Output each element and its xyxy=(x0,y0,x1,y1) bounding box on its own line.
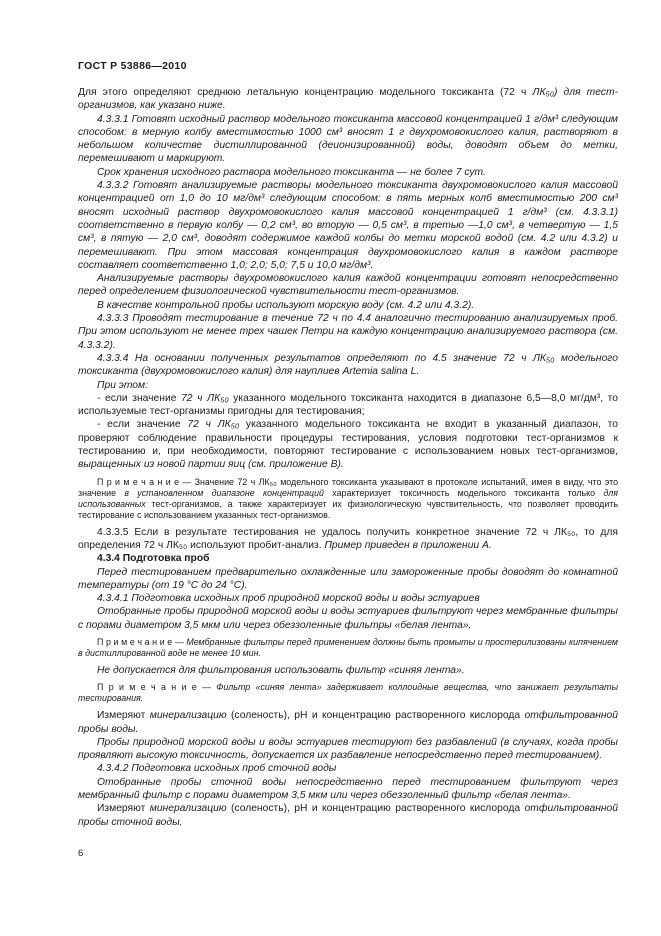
intro-paragraph: Для этого определяют среднюю летальную концентрацию модельного токсиканта (72 ч ЛК₅₀) для тест-организмов, как указано ниже. xyxy=(78,87,618,112)
clause-4-3-4-1: 4.3.4.1 Подготовка исходных проб природной морской воды и воды эстуариев xyxy=(97,593,480,605)
bullet-out-of-range: - если значение 72 ч ЛК₅₀ указанного модельного токсиканта не входит в указанный диапазон, то проверяют соблюдение правильности процедуры тестирования, условия подготовки тест-организмов к тестированию и, при необходимости, повторяют тестирование с использованием новых тест-организмов, выращенных из новой партии яиц (см. приложение В). xyxy=(78,419,619,471)
analyzed-solutions-line: Анализируемые растворы двухромовокислого калия каждой концентрации готовят непосредственно перед определением физиологической чувствительности тест-организмов. xyxy=(78,273,618,298)
heading-4-3-4: 4.3.4 Подготовка проб xyxy=(97,553,210,565)
measure-wastewater-line: Измеряют минерализацию (соленость), pH и концентрацию растворенного кислорода отфильтрованной пробы сточной воды. xyxy=(78,803,618,828)
page-number: 6 xyxy=(78,848,84,859)
clause-4-3-4-2: 4.3.4.2 Подготовка исходных проб сточной воды xyxy=(97,763,337,775)
seawater-testing-line: Пробы природной морской воды и воды эстуариев тестируют без разбавлений (в случаях, когда пробы проявляют высокую токсичность, допускается их разбавление непосредственно перед тестированием). xyxy=(78,736,618,762)
clause-4-3-3-3: 4.3.3.3 Проводят тестирование в течение 72 ч по 4.4 аналогично тестированию анализируемых проб. При этом используют не менее трех чашек Петри на каждую концентрацию анализируемого раствора (см. 4.3.3.2). xyxy=(78,313,618,351)
clause-4-3-3-4: 4.3.3.4 На основании полученных результатов определяют по 4.5 значение 72 ч ЛК₅₀ модельного токсиканта (двухромовокислого калия) для науплиев Artemia salina L. xyxy=(78,352,618,378)
bullet-in-range: - если значение 72 ч ЛК₅₀ указанного модельного токсиканта находится в диапазоне 6,5—8,0 мг/дм³, то используемые тест-организмы пригодны для тестирования; xyxy=(78,392,619,418)
note-2: П р и м е ч а н и е — Мембранные фильтры перед применением должны быть промыты и простерилизованы кипячением в дистиллированной воде не менее 10 мин. xyxy=(78,636,618,658)
control-sample-line: В качестве контрольной пробы используют морскую воду (см. 4.2 или 4.3.2). xyxy=(97,299,475,311)
document-header: ГОСТ Р 53886—2010 xyxy=(78,60,187,72)
measure-seawater-line: Измеряют минерализацию (соленость), pH и концентрацию растворенного кислорода отфильтрованной пробы воды. xyxy=(78,710,618,735)
note-1: П р и м е ч а н и е — Значение 72 ч ЛК₅₀ модельного токсиканта указывают в протоколе испытаний, имея в виду, что это значение в установленном диапазоне концентраций характеризует токсичность модельного токсиканта только для использованных тест-организмов, а также характеризует их физиологическую чувствительность, что позволяет проводить тестирование с использованием указанных тест-организмов. xyxy=(78,476,618,520)
clause-4-3-3-5: 4.3.3.5 Если в результате тестирования не удалось получить конкретное значение 72 ч ЛК₅₀, то для определения 72 ч ЛК₅₀ используют пробит-анализ. Пример приведен в приложении А. xyxy=(78,526,618,551)
clause-4-3-3-2: 4.3.3.2 Готовят анализируемые растворы модельного токсиканта двухромовокислого калия массовой концентрацией от 1,0 до 10 мг/дм³ следующим способом: в пять мерных колб вместимостью 200 см³ вносят исходный раствор двухромовокислого калия массовой концентрацией 1 г/дм³ (см. 4.3.3.1) соответственно в первую колбу — 0,2 см³, во вторую — 0,5 см³, в третью —1,0 см³, в четвертую — 1,5 см³, в пятую — 2,0 см³, доводят содержимое каждой колбы до метки морской водой (см. 4.2 или 4.3.2) и перемешивают. При этом массовая концентрация двухромовокислого калия в каждом растворе составляет соответственно 1,0; 2,0; 5,0; 7,5 и 10,0 мг/дм³. xyxy=(78,180,618,271)
wastewater-filtering-line: Отобранные пробы сточной воды непосредственно перед тестированием фильтруют через мембранный фильтр с порами диаметром 3,5 мкм или через обеззоленный фильтр «белая лента». xyxy=(78,776,618,802)
storage-period-line: Срок хранения исходного раствора модельного токсиканта — не более 7 сут. xyxy=(97,166,486,178)
clause-4-3-3-1: 4.3.3.1 Готовят исходный раствор модельного токсиканта массовой концентрацией 1 г/дм³ следующим способом: в мерную колбу вместимостью 1000 см³ вносят 1 г двухромовокислого калия, растворяют в небольшом количестве дистиллированной (деионизированной) воды, доводят объем до метки, перемешивают и маркируют. xyxy=(78,113,618,165)
blue-ribbon-prohibition-line: Не допускается для фильтрования использовать фильтр «синяя лента». xyxy=(97,664,465,676)
note-3: П р и м е ч а н и е — Фильтр «синяя лента» задерживает коллоидные вещества, что занижает результаты тестирования. xyxy=(78,682,618,704)
samples-temperature-line: Перед тестированием предварительно охлажденные или замороженные пробы доводят до комнатной температуры (от 19 °С до 24 °С). xyxy=(78,566,618,591)
document-body xyxy=(78,86,618,829)
pri-etom-line: При этом: xyxy=(97,379,148,391)
seawater-filtering-line: Отобранные пробы природной морской воды и воды эстуариев фильтруют через мембранные фильтры с порами диаметром 3,5 мкм или через обеззоленные фильтры «белая лента». xyxy=(78,606,618,631)
